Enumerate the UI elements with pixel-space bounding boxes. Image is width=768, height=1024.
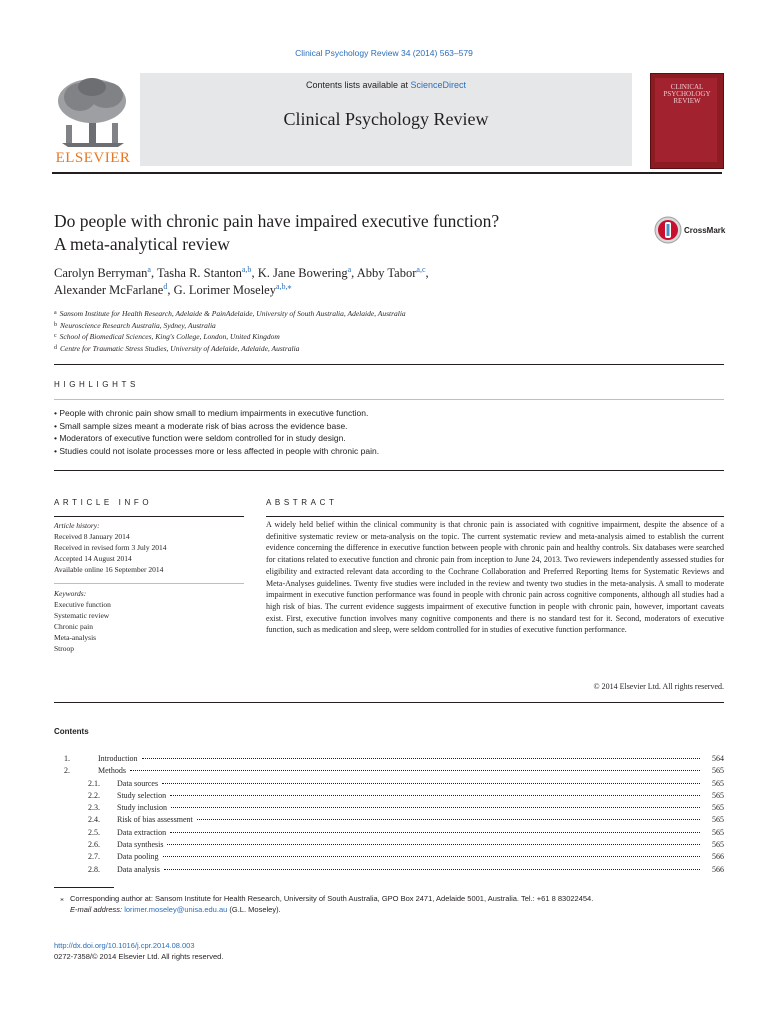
author[interactable]: K. Jane Bowering: [257, 266, 348, 280]
elsevier-wordmark: ELSEVIER: [55, 150, 131, 166]
toc-item[interactable]: 2.5. Data extraction 565: [88, 827, 724, 837]
toc-item[interactable]: 2. Methods 565: [64, 766, 724, 776]
doi-link[interactable]: http://dx.doi.org/10.1016/j.cpr.2014.08.003: [54, 941, 195, 950]
article-info-heading: ARTICLE INFO: [54, 498, 153, 507]
highlight-item: • Moderators of executive function were seldom controlled for in study design.: [54, 433, 346, 443]
affiliation-list: [54, 308, 654, 354]
article-title-line-2: A meta-analytical review: [54, 234, 230, 254]
author[interactable]: Tasha R. Stanton: [156, 266, 242, 280]
email-link[interactable]: lorimer.moseley@unisa.edu.au: [124, 905, 228, 914]
history-item: Received 8 January 2014: [54, 532, 130, 541]
footnote-marker: ⁎: [60, 894, 64, 903]
email-label: E-mail address:: [70, 905, 123, 914]
highlight-item: • Studies could not isolate processes more or less affected in people with chronic pain.: [54, 445, 380, 456]
keywords: [54, 588, 244, 654]
journal-masthead: [140, 73, 632, 166]
toc-item[interactable]: 1. Introduction 564: [64, 754, 724, 763]
footnote-corresponding: ⁎ Corresponding author at: Sansom Institute for Health Research, University of South Australia, GPO Box 2471, Adelaide 5001, Australia. Tel.: +61 8 83022454.: [54, 893, 724, 904]
contents-heading: Contents: [54, 727, 89, 736]
history-label: Article history:: [54, 521, 100, 530]
affiliation: $^a$ Sansom Institute for Health Research, Adelaide & PainAdelaide, University of South Australia, Adelaide, Australia: [54, 309, 406, 318]
article-info-rule: [54, 516, 244, 517]
history-item: Accepted 14 August 2014: [54, 554, 132, 563]
highlights-rule-bottom: [54, 470, 724, 471]
author[interactable]: Alexander McFarlane: [54, 283, 164, 297]
history-item: Available online 16 September 2014: [54, 565, 164, 574]
toc-item[interactable]: 2.1. Data sources 565: [88, 778, 724, 788]
cover-panel: [655, 78, 717, 162]
author[interactable]: Carolyn Berryman: [54, 266, 148, 280]
toc-item[interactable]: 2.3. Study inclusion 565: [88, 803, 724, 813]
author-affiliation-sup[interactable]: a,c: [416, 265, 426, 274]
highlight-item: • Small sample sizes meant a moderate risk of bias across the evidence base.: [54, 420, 348, 431]
highlight-item: • People with chronic pain show small to medium impairments in executive function.: [54, 408, 369, 418]
crossmark-label: CrossMark: [684, 226, 726, 235]
toc-item[interactable]: 2.8. Data analysis 566: [88, 864, 724, 874]
article-title-line-1: Do people with chronic pain have impaired executive function?: [54, 211, 500, 231]
keyword: Systematic review: [54, 611, 110, 620]
author-affiliation-sup[interactable]: a: [347, 265, 352, 274]
highlights-rule-mid: [54, 399, 724, 400]
page-footer: [54, 940, 223, 962]
author[interactable]: Abby Tabor: [356, 266, 417, 280]
crossmark-badge[interactable]: [654, 216, 734, 246]
author-list: Carolyn Berryman$^a$, Tasha R. Stanton$^{a,b}$, K. Jane Bowering$^a$, Abby Tabor$^{a,c}$, Alexander McFarlane$^d$, G. Lorimer Moseley$^{a,b,⁎}$: [54, 265, 429, 297]
author-affiliation-sup[interactable]: a,b,⁎: [275, 282, 292, 291]
contents-available-line: [140, 80, 632, 90]
keyword: Executive function: [54, 600, 111, 609]
footnote-rule: [54, 887, 114, 888]
keyword: Meta-analysis: [54, 633, 97, 642]
toc-item[interactable]: 2.6. Data synthesis 565: [88, 840, 724, 850]
highlights-list: [54, 407, 714, 457]
journal-title: Clinical Psychology Review: [283, 109, 489, 129]
abstract-heading: ABSTRACT: [266, 498, 338, 507]
affiliation: $^b$ Neuroscience Research Australia, Sydney, Australia: [54, 320, 216, 330]
highlights-rule-top: [54, 364, 724, 365]
journal-cover[interactable]: [650, 73, 724, 169]
abstract-rule-bottom: [54, 702, 724, 703]
corresponding-author-footnote: [54, 893, 724, 915]
abstract-copyright: © 2014 Elsevier Ltd. All rights reserved.: [593, 682, 724, 691]
toc-item[interactable]: 2.4. Risk of bias assessment 565: [88, 815, 724, 825]
footnote-email: E-mail address: lorimer.moseley@unisa.edu.au (G.L. Moseley).: [70, 905, 281, 914]
keywords-label: Keywords:: [54, 589, 87, 598]
author-affiliation-sup[interactable]: d: [163, 282, 168, 291]
highlights-heading: HIGHLIGHTS: [54, 380, 139, 389]
journal-reference[interactable]: Clinical Psychology Review 34 (2014) 563–579: [295, 48, 473, 58]
affiliation: $^c$ School of Biomedical Sciences, King's College, London, United Kingdom: [54, 332, 280, 341]
contents-available-text: Contents lists available at: [305, 80, 411, 90]
toc-item[interactable]: 2.7. Data pooling 566: [88, 852, 724, 862]
issn-line: 0272-7358/© 2014 Elsevier Ltd. All rights reserved.: [54, 952, 224, 961]
crossmark-icon: [654, 216, 682, 244]
keyword: Chronic pain: [54, 622, 93, 631]
article-history: [54, 520, 244, 575]
author-affiliation-sup[interactable]: a,b: [241, 265, 252, 274]
history-item: Received in revised form 3 July 2014: [54, 543, 167, 552]
author-affiliation-sup[interactable]: a: [147, 265, 151, 274]
article-title: [54, 210, 614, 256]
sciencedirect-link[interactable]: ScienceDirect: [410, 80, 467, 90]
table-of-contents: [54, 754, 724, 877]
abstract-rule: [266, 516, 724, 517]
keyword: Stroop: [54, 644, 75, 653]
keywords-rule: [54, 583, 244, 584]
masthead-rule: [52, 172, 722, 174]
toc-item[interactable]: 2.2. Study selection 565: [88, 790, 724, 800]
author[interactable]: G. Lorimer Moseley: [173, 283, 276, 297]
abstract-text: A widely held belief within the clinical community is that chronic pain is associated with cognitive impairment, despite the absence of a definitive systematic review or meta-analysis on the topic. The current systematic review and meta-analysis aimed to establish the current evidence concerning the difference in executive function between people with chronic pain and healthy controls. Six databases were searched for citations related to executive function and chronic pain from inception to June 24, 2013. Two reviewers independently assessed studies for eligibility and extracted relevant data according to the Cochrane Collaboration and Preferred Reporting Items for Systematic Reviews and Meta-Analyses guidelines. Twenty five studies were included in the review and twenty two studies in the meta-analysis. A small to moderate impairment in executive function performance was found in people with chronic pain across cognitive components, although all studies had a high risk of bias. The current evidence suggests impairment of executive function in people with chronic pain, however, important caveats exist. First, executive function involves many cognitive components and there is no standard test for it. Second, moderators of executive function, such as medication and sleep, were seldom controlled for in studies of executive function performance.: [266, 520, 724, 635]
cover-title: CLINICAL PSYCHOLOGY REVIEW: [663, 83, 711, 105]
affiliation: $^d$ Centre for Traumatic Stress Studies, University of Adelaide, Adelaide, Australia: [54, 343, 300, 353]
